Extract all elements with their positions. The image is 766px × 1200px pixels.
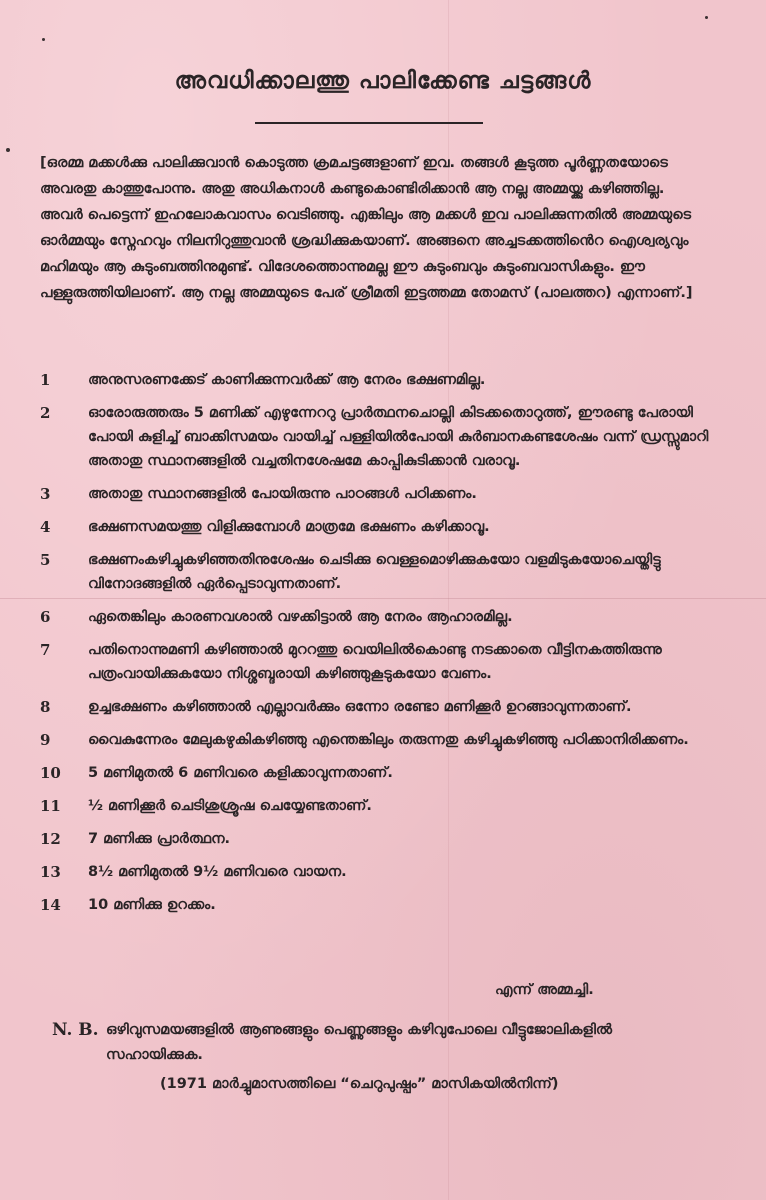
list-item [40, 401, 715, 473]
item-number: 5 [40, 551, 51, 569]
title-underline [255, 122, 483, 124]
list-item [40, 695, 715, 719]
list-item [40, 605, 715, 629]
list-item [40, 482, 715, 506]
item-text: 10 മണിക്കു ഉറക്കം. [88, 897, 216, 913]
item-number: 14 [40, 896, 61, 914]
item-text: പതിനൊന്നുമണി കഴിഞ്ഞാൽ മുററത്തു വെയിലിൽകൊണ്ടു നടക്കാതെ വീട്ടിനകത്തിരുന്നു പത്രംവായിക്കുകയോ നിശ്ശബ്ദരായി കഴിഞ്ഞുകൂടുകയോ വേണം. [88, 642, 662, 682]
list-item [40, 860, 715, 884]
paper-speck [6, 148, 10, 152]
list-item [40, 827, 715, 851]
nb-text: ഒഴിവുസമയങ്ങളിൽ ആണുങ്ങളും പെണ്ണുങ്ങളും കഴിവുപോലെ വീട്ടുജോലികളിൽ സഹായിക്കുക. [106, 1022, 613, 1063]
paper-speck [705, 16, 708, 19]
item-text: ഓരോരുത്തരും 5 മണിക്ക് എഴുന്നേററു പ്രാർത്ഥനചൊല്ലി കിടക്കതൊറുത്ത്, ഈരണ്ടു പേരായി പോയി കുളിച്ച് ബാക്കിസമയം വായിച്ച് പള്ളിയിൽപോയി കുർബാനകണ്ടശേഷം വന്ന് ഡ്രസ്സുമാറി അതാതു സ്ഥാനങ്ങളിൽ വച്ചതിനശേഷമേ കാപ്പികുടിക്കാൻ വരാവൂ. [88, 405, 709, 469]
item-text: ഭക്ഷണസമയത്തു വിളിക്കുമ്പോൾ മാത്രമേ ഭക്ഷണം കഴിക്കാവൂ. [88, 519, 490, 535]
list-item [40, 728, 715, 752]
item-number: 1 [40, 371, 51, 389]
paper-speck [42, 38, 45, 41]
list-item [40, 761, 715, 785]
item-number: 7 [40, 641, 51, 659]
page-title: അവധിക്കാലത്തു പാലിക്കേണ്ട ചട്ടങ്ങൾ [174, 68, 592, 94]
list-item [40, 368, 715, 392]
item-text: അനുസരണക്കേട് കാണിക്കുന്നവർക്ക് ആ നേരം ഭക്ഷണമില്ല. [88, 372, 486, 388]
item-number: 3 [40, 485, 51, 503]
item-text: 8½ മണിമുതൽ 9½ മണിവരെ വായന. [88, 864, 347, 880]
item-number: 8 [40, 698, 51, 716]
item-number: 2 [40, 404, 51, 422]
item-number: 12 [40, 830, 61, 848]
list-item [40, 515, 715, 539]
item-text: ഉച്ചഭക്ഷണം കഴിഞ്ഞാൽ എല്ലാവർക്കും ഒന്നോ രണ്ടോ മണിക്കൂർ ഉറങ്ങാവുന്നതാണ്. [88, 699, 632, 715]
list-item [40, 548, 715, 596]
item-text: 5 മണിമുതൽ 6 മണിവരെ കളിക്കാവുന്നതാണ്. [88, 765, 393, 781]
source-citation: (1971 മാർച്ചുമാസത്തിലെ “ചെറുപുഷ്പം” മാസികയിൽനിന്ന്) [160, 1076, 559, 1092]
item-text: ഭക്ഷണംകഴിച്ചുകഴിഞ്ഞതിനുശേഷം ചെടിക്കു വെള്ളമൊഴിക്കുകയോ വളമിടുകയോചെയ്തിട്ടു വിനോദങ്ങളിൽ ഏർപ്പെടാവുന്നതാണ്. [88, 552, 661, 592]
nota-bene [52, 1018, 712, 1068]
list-item [40, 638, 715, 686]
list-item [40, 893, 715, 917]
item-text: വൈകുന്നേരം മേലുകഴുകികഴിഞ്ഞു എന്തെങ്കിലും തരുന്നതു കഴിച്ചുകഴിഞ്ഞു പഠിക്കാനിരിക്കണം. [88, 732, 689, 748]
signature: എന്ന് അമ്മച്ചി. [495, 982, 594, 998]
item-number: 6 [40, 608, 51, 626]
item-number: 9 [40, 731, 51, 749]
item-text: അതാതു സ്ഥാനങ്ങളിൽ പോയിരുന്നു പാഠങ്ങൾ പഠിക്കണം. [88, 486, 477, 502]
item-number: 11 [40, 797, 61, 815]
list-item [40, 794, 715, 818]
item-number: 4 [40, 518, 51, 536]
item-text: ഏതെങ്കിലും കാരണവശാൽ വഴക്കിട്ടാൽ ആ നേരം ആഹാരമില്ല. [88, 609, 513, 625]
intro-paragraph: [ഒരമ്മ മക്കൾക്കു പാലിക്കുവാൻ കൊടുത്ത ക്രമചട്ടങ്ങളാണ് ഇവ. തങ്ങൾ കൂടുത്ത പൂർണ്ണതയോടെ അവരതു കാത്തുപോന്നു. അതു അധികനാൾ കണ്ടുകൊണ്ടിരിക്കാൻ ആ നല്ല അമ്മയ്ക്കു കഴിഞ്ഞില്ല. അവർ പെട്ടെന്ന് ഇഹലോകവാസം വെടിഞ്ഞു. എങ്കിലും ആ മക്കൾ ഇവ പാലിക്കുന്നതിൽ അമ്മയുടെ ഓർമ്മയും സ്നേഹവും നിലനിറുത്തുവാൻ ശ്രദ്ധിക്കുകയാണ്. അങ്ങനെ അച്ചടക്കത്തിൻെറ ഐശ്വര്യവും മഹിമയും ആ കുടുംബത്തിനുമുണ്ട്. വിദേശത്തൊന്നുമല്ല ഈ കുടുംബവും കുടുംബവാസികളും. ഈ പള്ളുരുത്തിയിലാണ്. ആ നല്ല അമ്മയുടെ പേര് ശ്രീമതി ഇട്ടത്തമ്മ തോമസ് (പാലത്തറ) എന്നാണ്.] [40, 155, 693, 301]
item-text: 7 മണിക്കു പ്രാർത്ഥന. [88, 831, 231, 847]
item-number: 10 [40, 764, 61, 782]
nb-label: N. B. [52, 1020, 99, 1040]
item-text: ½ മണിക്കൂർ ചെടിശുശ്രൂഷ ചെയ്യേണ്ടതാണ്. [88, 798, 372, 814]
rules-list [40, 368, 715, 926]
item-number: 13 [40, 863, 61, 881]
